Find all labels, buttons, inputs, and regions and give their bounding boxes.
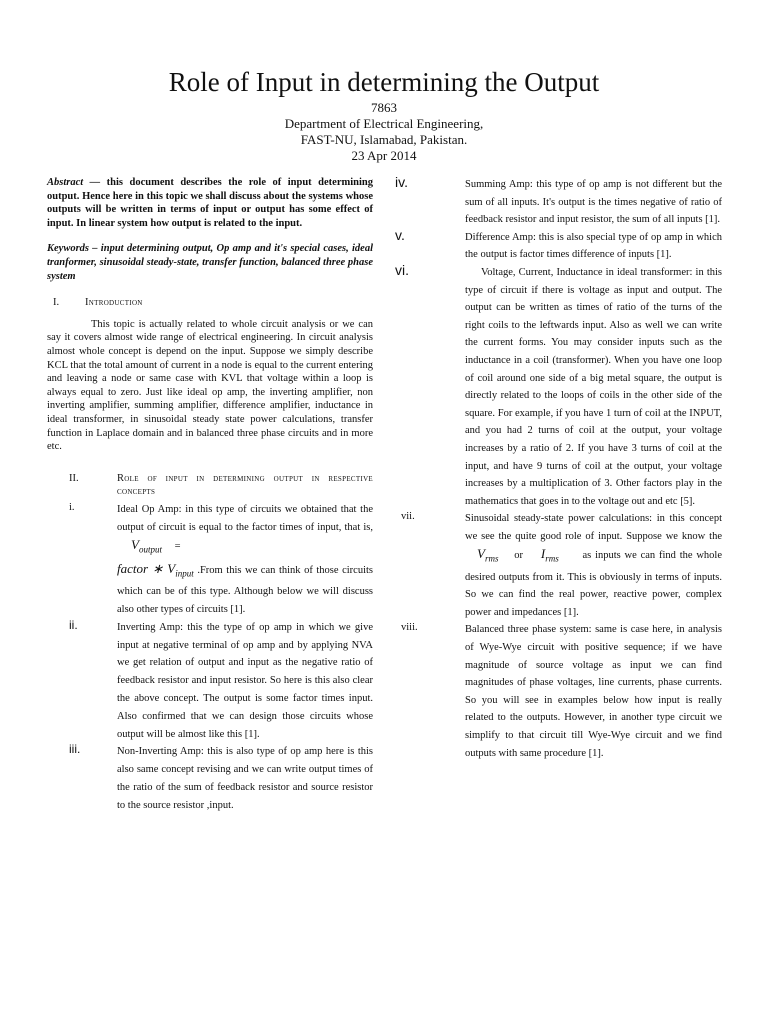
item-text [465,510,722,621]
left-column [47,176,373,815]
section-title: Role of input in determining output in respective concepts [117,472,373,498]
equation-rhs [117,560,194,579]
eq-subscript: input [175,568,194,579]
symbol: V [477,546,485,562]
list-item-i [47,501,373,619]
item-number: i. [69,501,75,513]
date: 23 Apr 2014 [351,148,417,163]
list-item-ii [47,619,373,744]
item-text: Difference Amp: this is also special type of op amp in which the output is factor times difference of inputs [1]. [465,231,722,261]
item-text-part: inputs we can find the whole desired outputs from it. This is obviously in terms of inputs. So we can find the real power, reactive power, complex power and impedances [1]. [465,550,723,618]
list-item-vi [395,261,722,510]
section-heading-role [47,472,373,499]
list-item-viii [395,621,722,762]
item-text-part: as [582,550,592,562]
section-number: I. [53,297,60,309]
equation-lhs [131,537,162,556]
institution: FAST-NU, Islamabad, Pakistan. [300,132,468,147]
list-item-v [395,226,722,264]
right-column [395,176,722,762]
abstract-label: Abstract — [47,177,101,188]
item-text: Summing Amp: this type of op amp is not different but the sum of all inputs. It's output is the times negative of ratio of feedback resistor and input resistor, the sum of all inputs [1]. [465,179,722,226]
item-text-part: Sinusoidal steady-state power calculations: in this concept we see the quite good role of input. Suppose we know the [465,513,722,542]
symbol-irms [540,546,559,565]
section-heading-introduction [47,296,373,310]
item-number: iii. [69,742,81,757]
item-text: Inverting Amp: this the type of op amp in which we give input at negative terminal of op amp and by applying NVA we get relation of output and input as the negative ratio of feedback resistor and input resistor. So here is this also clear the above concept. The output is some factor times input. Also confirmed that we can design those circuits whose output will be almost like this [1]. [117,621,373,740]
symbol: I [540,546,546,562]
section-title: Introduction [85,297,143,309]
list-item-iv [395,176,722,229]
keywords-text: input determining output, Op amp and it's special cases, ideal tranformer, sinusoidal steady-state, transfer function, balanced three phase system [47,243,373,282]
item-text [117,501,373,619]
subscript: rms [545,554,559,565]
introduction-paragraph: This topic is actually related to whole circuit analysis or we can say it covers almost wide range of electrical engineering. In circuit analysis almost whole concept is depend on the input. Suppose we simply describe KCL that the total amount of current in a node is equal to the current entering and leaving a node or same case with KVL that voltage within a loop is always equal to zero. Just like ideal op amp, the inverting amplifier, non inverting amplifier, summing amplifier, difference amplifier, inductance in ideal transformer, in sinusoidal steady state power calculations, transfer function in Laplace domain and in balanced three phase circuits and in more etc. [47,318,373,453]
eq-subscript: output [138,545,162,556]
abstract [47,176,373,230]
item-text: Voltage, Current, Inductance in ideal transformer: in this type of circuit if there is voltage as input and output. The output can be written as times of ratio of the turns of the right coils to the leftwards input. Also as well we can write the current forms. You may consider inputs such as the inductance in a coil (transformer). When you have one loop of coil around one side of a big metal square, the output is directly related to the loops of coils in the other side of the square. For example, if you have 1 turn of coil at the INPUT, and you had 2 turns of coil at the output, your voltage increases by a ratio of 2. If you have 3 turns of coil at the input, and have 9 turns of coil at the output, your voltage increases by a multiplication of 3. Other factors play in the mathematics that goes in to the voltage out and etc [5]. [465,266,722,507]
keywords [47,242,373,283]
eq-symbol: V [131,537,139,553]
item-number: viii. [401,622,418,634]
item-text: Non-Inverting Amp: this is also type of op amp here is this also same concept revising and we can write output times of the ratio of the sum of feedback resistor and source resistor to the source resistor ,input. [117,746,373,811]
eq-symbol: factor ∗ V [117,560,176,576]
keywords-label: Keywords – [47,243,98,255]
item-text: Balanced three phase system: same is case here, in analysis of Wye-Wye circuit with positive sequence; if we have magnitude of source voltage as input we can find magnitudes of phase voltages, line currents, phase currents. So you will see in examples below how input is really related to the outputs. However, in another type circuit we simplify to that circuit till Wye-Wye circuit and we find outputs with same procedure [1]. [465,624,722,759]
department: Department of Electrical Engineering, [284,116,484,131]
section-number: II. [69,472,79,484]
item-number: vi. [395,261,409,278]
paper-title: Role of Input in determining the Output [168,67,600,97]
item-number: v. [395,226,405,243]
item-number: vii. [401,511,415,523]
list-item-iii [47,743,373,814]
item-text-part: or [514,550,524,562]
author-id: 7863 [371,100,397,115]
symbol-vrms [477,546,499,565]
abstract-text: this document describes the role of input determining output. Hence here in this topic we shall discuss about the systems whose outputs will be written in terms of input or output has some effect of input. In linear system how output is related to the input. [47,177,374,229]
item-number: iv. [395,174,408,190]
eq-sign: = [174,541,181,553]
item-text-part: .From this we can think of those circuits which can be of this type. Although below we will discuss also other types of circuits [1]. [117,564,374,616]
item-text-part: Ideal Op Amp: in this type of circuits we obtained that the output of circuit is equal to the factor times of input, that is, [117,503,373,533]
subscript: rms [484,554,499,565]
list-item-vii [395,510,722,621]
item-number: ii. [69,617,78,632]
